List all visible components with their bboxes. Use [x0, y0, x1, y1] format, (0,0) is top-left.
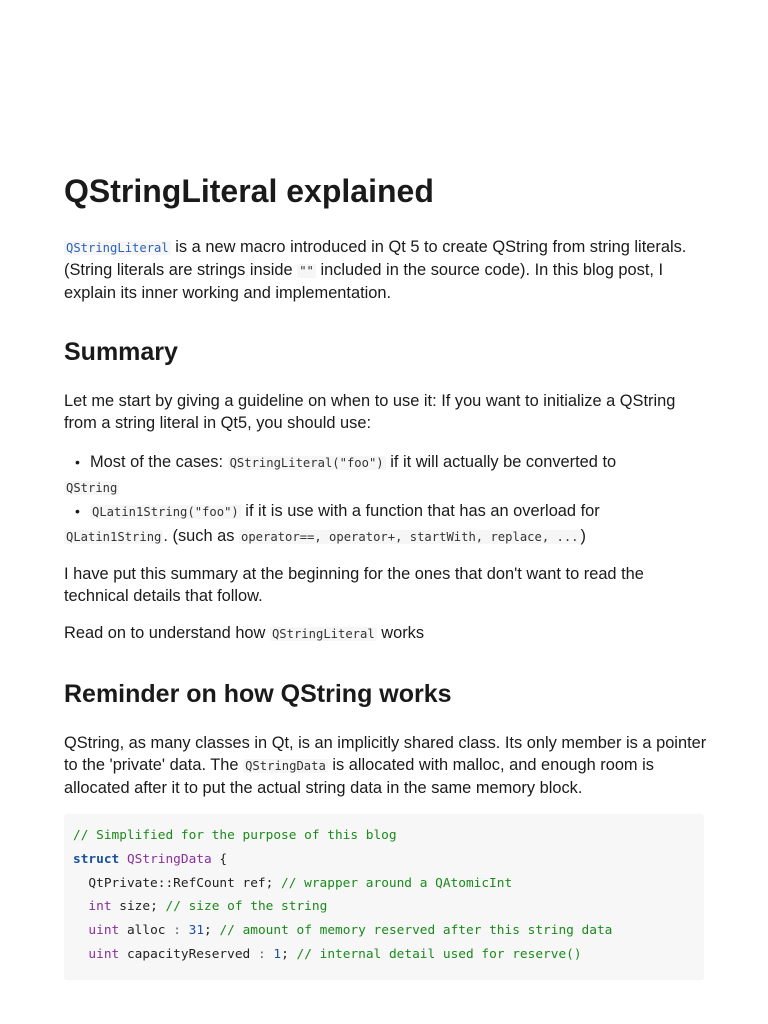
qstringliteral-code-link[interactable]: QStringLiteral: [66, 241, 169, 255]
list-item: • QLatin1String("foo") if it is use with a function that has an overload for QLatin1String . (such as operator==, operator+, startWith, replace, ... ): [66, 502, 600, 545]
qlatin1string-code: QLatin1String: [66, 529, 162, 544]
summary-paragraph: Let me start by giving a guideline on when to use it: If you want to initialize a QString from a string literal in Qt5, you should use:: [64, 392, 676, 433]
summary-note-paragraph: I have put this summary at the beginning for the ones that don't want to read the technical details that follow.: [64, 565, 644, 606]
page-title: QStringLiteral explained: [64, 173, 434, 209]
summary-heading: Summary: [64, 338, 178, 366]
qstring-code: QString: [66, 480, 118, 495]
bullet-icon: •: [75, 454, 80, 470]
qstringliteral-code: QStringLiteral: [271, 627, 375, 641]
empty-string-code: "": [299, 264, 314, 279]
bullet-icon: •: [75, 503, 80, 519]
qstringdata-code: QStringData: [245, 759, 326, 774]
code-line: QtPrivate::RefCount ref; // wrapper around a QAtomicInt: [88, 875, 513, 891]
code-block: [64, 814, 704, 980]
intro-paragraph: QStringLiteral is a new macro introduced in Qt 5 to create QString from string literals. (String literals are strings inside "" included in the source code). In this blog post, I explain its inner working and implementation.: [64, 238, 687, 303]
code-line: int size; // size of the string: [88, 899, 328, 915]
qstringliteral-foo-code: QStringLiteral("foo"): [229, 456, 384, 470]
reminder-paragraph: QString, as many classes in Qt, is an implicitly shared class. Its only member is a pointer to the 'private' data. The QStringData is allocated with malloc, and enough room is allocated after it to put the actual string data in the same memory block.: [64, 734, 707, 798]
operators-code: operator==, operator+, startWith, replace, ...: [241, 529, 579, 544]
code-line: // Simplified for the purpose of this blog: [73, 828, 397, 843]
qlatin1string-foo-code: QLatin1String("foo"): [92, 505, 239, 519]
list-item: • Most of the cases: QStringLiteral("foo") if it will actually be converted to QString: [66, 453, 617, 495]
reminder-heading: Reminder on how QString works: [64, 680, 452, 708]
code-line: struct QStringData {: [73, 851, 228, 867]
code-line: uint capacityReserved : 1; // internal detail used for reserve(): [88, 946, 582, 962]
code-line: uint alloc : 31; // amount of memory reserved after this string data: [88, 923, 613, 939]
read-on-paragraph: Read on to understand how QStringLiteral works: [64, 624, 425, 642]
summary-bullet-list: [64, 451, 709, 549]
